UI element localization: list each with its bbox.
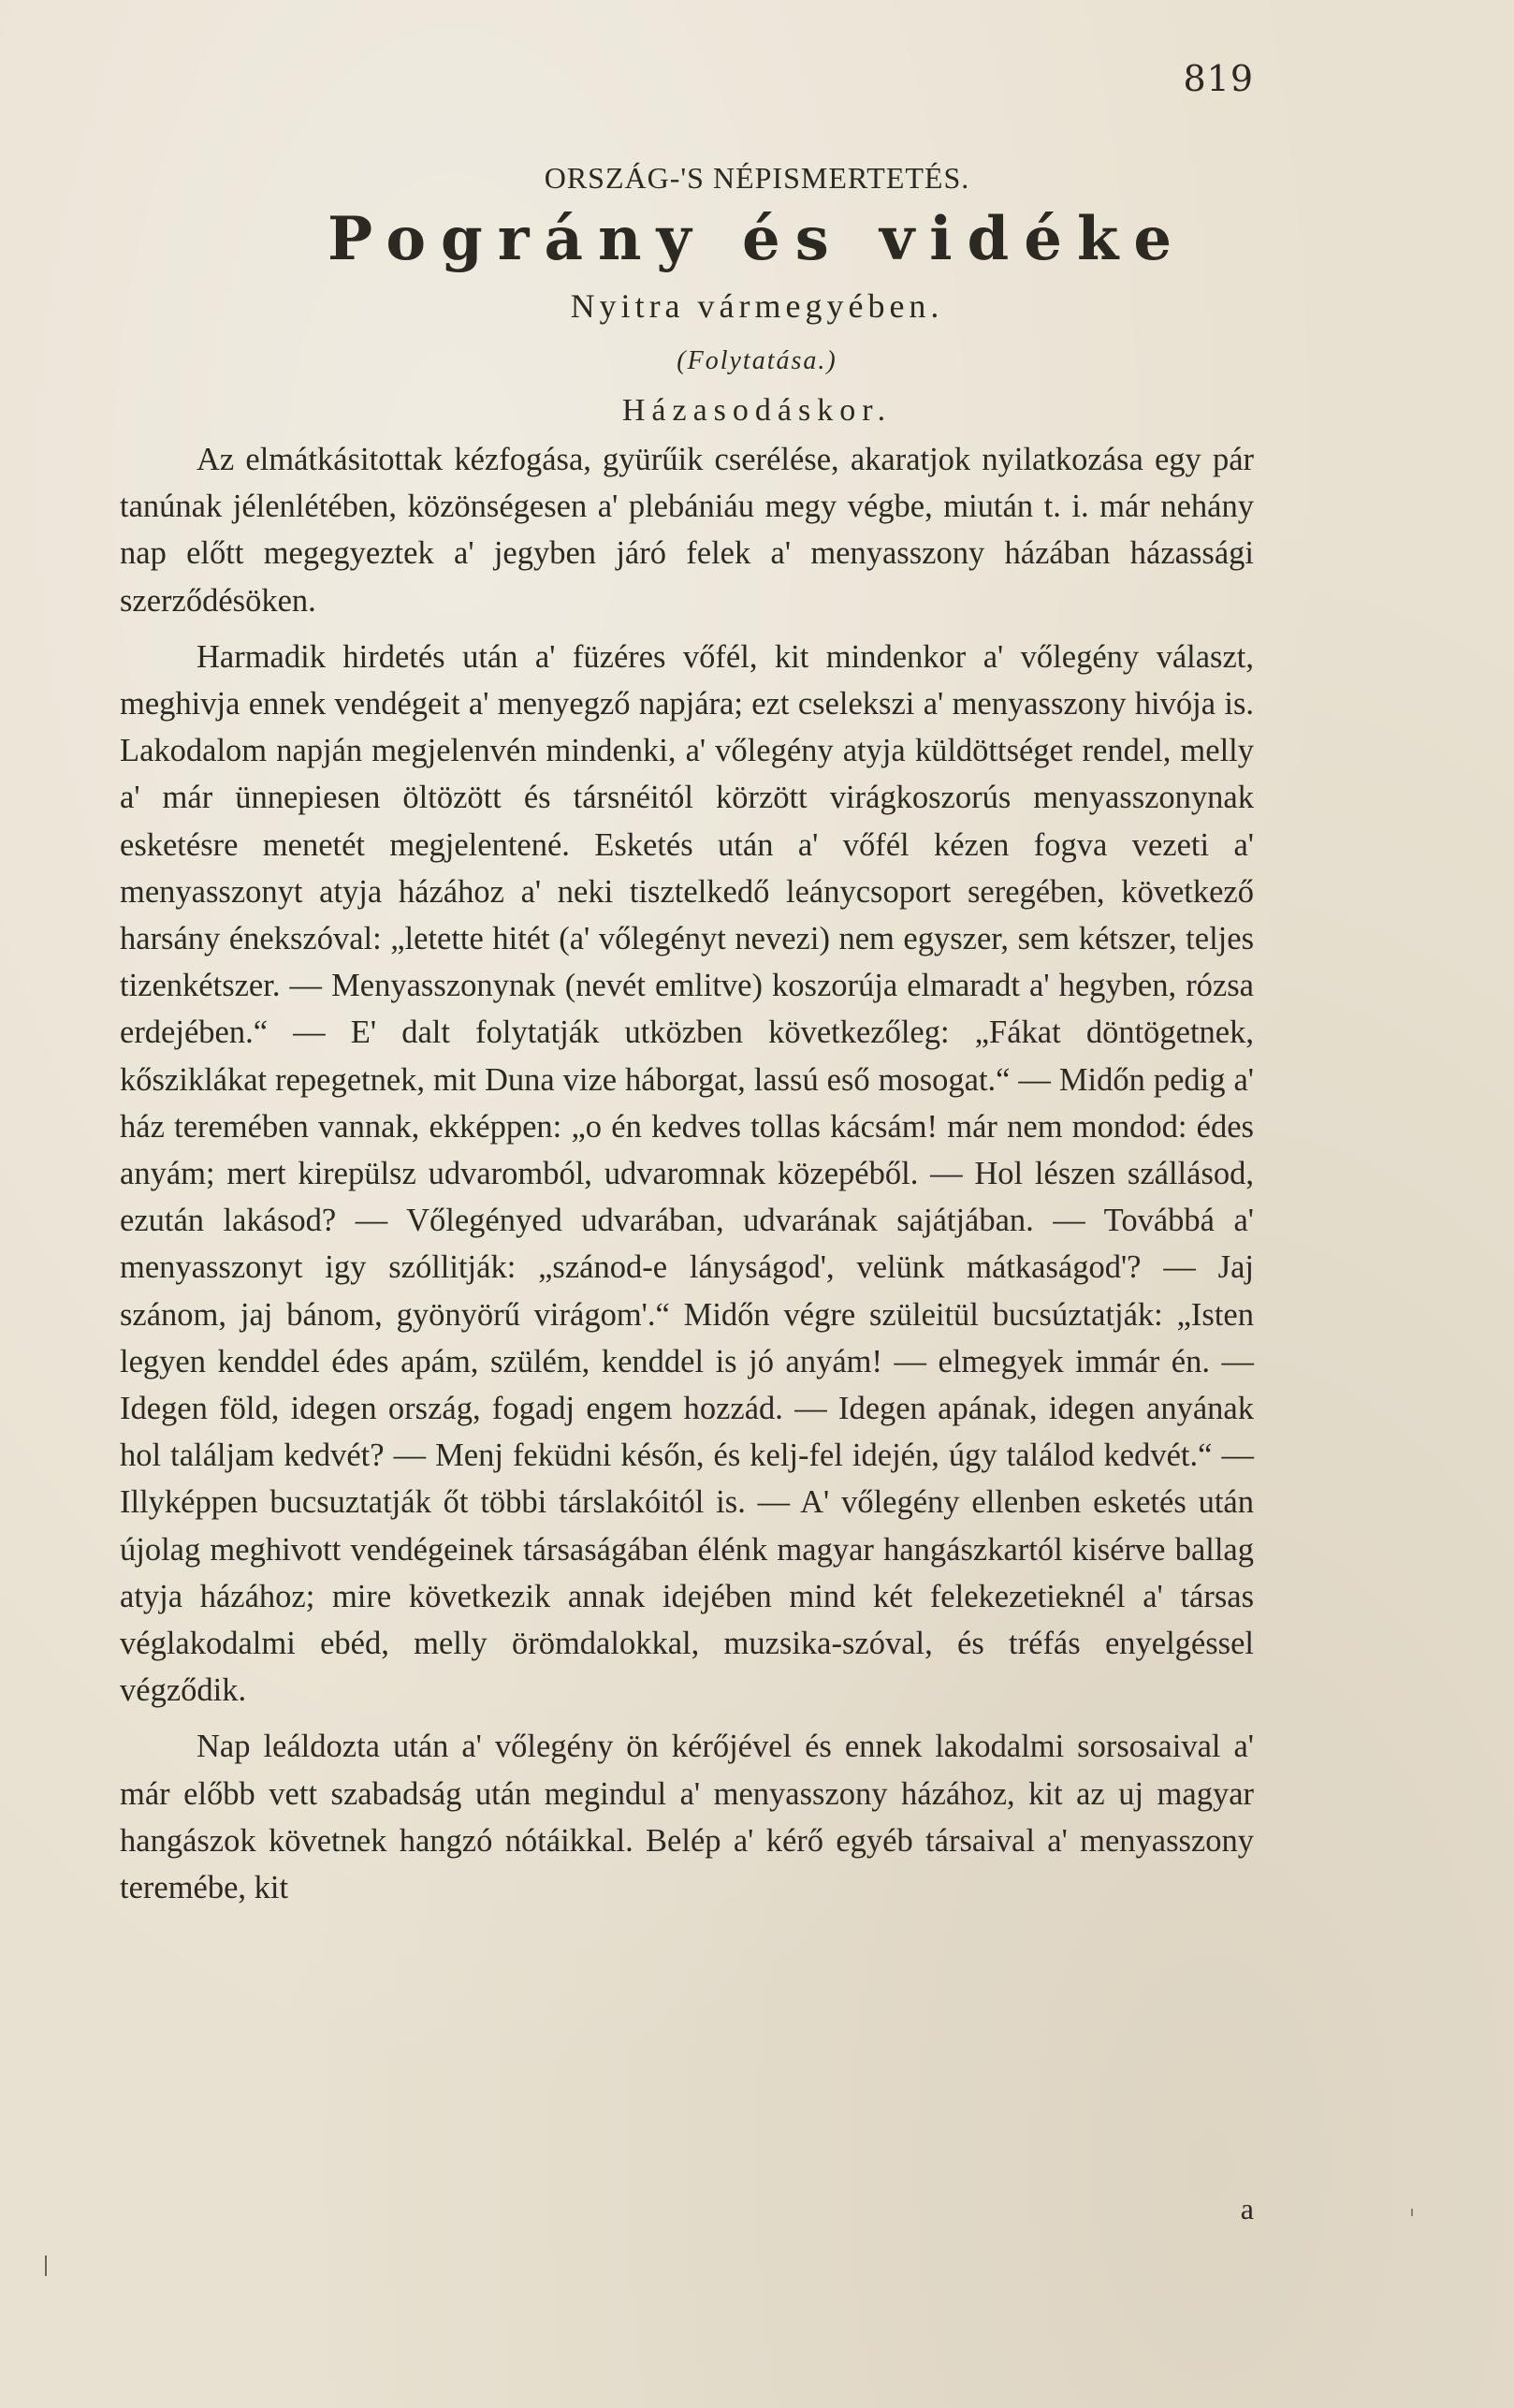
article-subtitle: Nyitra vármegyében. [570, 287, 944, 325]
margin-mark [45, 2255, 47, 2276]
catchword: a [1240, 2192, 1254, 2226]
margin-mark [1411, 2209, 1413, 2216]
section-heading: ORSZÁG-'S NÉPISMERTETÉS. [544, 161, 970, 195]
section-subheading: Házasodáskor. [621, 393, 893, 428]
article-title: Pográny és vidéke [327, 204, 1187, 274]
body-text [120, 436, 1254, 1911]
continuation-note: (Folytatása.) [677, 346, 837, 375]
paragraph: Nap leáldozta után a' vőlegény ön kérőjével és ennek lakodalmi sorsosaival a' már előbb vett szabadság után megindul a' menyasszony házához, kit az uj magyar hangászok követnek hangzó nótáikkal. Belép a' kérő egyéb társaival a' menyasszony teremébe, kit [120, 1729, 1254, 1906]
page-number: 819 [1183, 58, 1254, 99]
paragraph: Harmadik hirdetés után a' füzéres vőfél, kit mindenkor a' vőlegény választ, meghivja ennek vendégeit a' menyegző napjára; ezt cselekszi a' menyasszony hivója is. Lakodalom napján megjelenvén mindenki, a' vőlegény atyja küldöttséget rendel, melly a' már ünnepiesen öltözött és társnéitól körzött virágkoszorús menyasszonynak esketésre menetét megjelentené. Esketés után a' vőfél kézen fogva vezeti a' menyasszonyt atyja házához a' neki tisztelkedő leánycsoport seregében, következő harsány énekszóval: „letette hitét (a' vőlegényt nevezi) nem egyszer, sem kétszer, teljes tizenkétszer. — Menyasszonynak (nevét emlitve) koszorúja elmaradt a' hegyben, rózsa erdejében.“ — E' dalt folytatják utközben következőleg: „Fákat döntögetnek, kősziklákat repegetnek, mit Duna vize háborgat, lassú eső mosogat.“ — Midőn pedig a' ház teremében vannak, ekképpen: „o én kedves tollas kácsám! már nem mondod: édes anyám; mert kirepülsz udvaromból, udvaromnak közepéből. — Hol lészen szállásod, ezután lakásod? — Vőlegényed udvarában, udvarának sajátjában. — Továbbá a' menyasszonyt igy szóllitják: „szánod-e lányságod', velünk mátkaságod'? — Jaj szánom, jaj bánom, gyönyörű virágom'.“ Midőn végre szüleitül bucsúztatják: „Isten legyen kenddel édes apám, szülém, kenddel is jó anyám! — elmegyek immár én. — Idegen föld, idegen ország, fogadj engem hozzád. — Idegen apának, idegen anyának hol találjam kedvét? — Menj feküdni későn, és kelj-fel idején, úgy találod kedvét.“ — Illyképpen bucsuztatják őt többi társlakóitól is. — A' vőlegény ellenben esketés után újolag meghivott vendégeinek társaságában élénk magyar hangászkartól kisérve ballag atyja házához; mire következik annak idejében mind két felekezetieknél a' társas véglakodalmi ebéd, melly örömdalokkal, muzsika-szóval, és tréfás enyelgéssel végződik. [120, 638, 1254, 1709]
paragraph: Az elmátkásitottak kézfogása, gyürűik cserélése, akaratjok nyilatkozása egy pár tanúnak jélenlétében, közönségesen a' plebániáu megy végbe, miután t. i. már nehány nap előtt megegyeztek a' jegyben járó felek a' menyasszony házában házassági szerződésöken. [120, 442, 1254, 619]
